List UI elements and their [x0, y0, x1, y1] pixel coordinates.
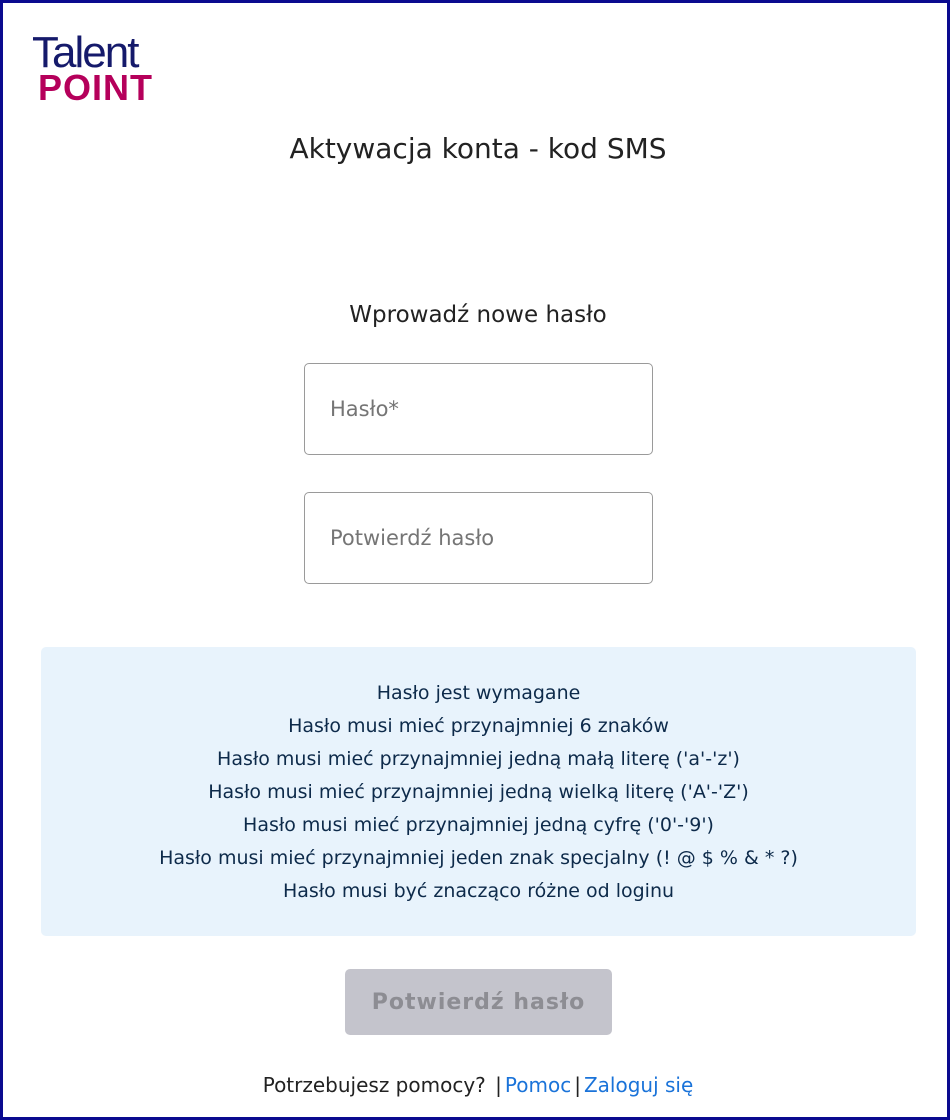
- login-link[interactable]: Zaloguj się: [583, 1073, 694, 1097]
- password-field: [304, 363, 653, 455]
- password-requirements-box: [41, 647, 916, 936]
- requirement-item: Hasło musi mieć przynajmniej jedną małą literę ('a'-'z'): [217, 748, 740, 770]
- footer-help: [3, 1069, 950, 1101]
- confirm-password-input[interactable]: [305, 493, 652, 583]
- requirement-item: Hasło jest wymagane: [376, 682, 581, 704]
- page-title: Aktywacja konta - kod SMS: [289, 132, 667, 165]
- page-subtitle: Wprowadź nowe hasło: [349, 302, 607, 328]
- help-question: Potrzebujesz pomocy?: [262, 1073, 486, 1097]
- help-link[interactable]: Pomoc: [504, 1073, 572, 1097]
- talent-point-logo: [32, 28, 172, 108]
- requirement-item: Hasło musi mieć przynajmniej jedną cyfrę ('0'-'9'): [243, 814, 714, 836]
- logo-text-talent: Talent: [32, 28, 138, 77]
- logo-text-point: POINT: [38, 67, 154, 108]
- footer-separator: |: [495, 1073, 502, 1097]
- confirm-password-button[interactable]: Potwierdź hasło: [345, 969, 612, 1035]
- password-input[interactable]: [305, 364, 652, 454]
- confirm-password-field: [304, 492, 653, 584]
- requirement-item: Hasło musi być znacząco różne od loginu: [282, 880, 675, 902]
- footer-separator: |: [574, 1073, 581, 1097]
- requirement-item: Hasło musi mieć przynajmniej jeden znak specjalny (! @ $ % & * ?): [159, 847, 798, 869]
- requirement-item: Hasło musi mieć przynajmniej 6 znaków: [288, 715, 669, 737]
- requirement-item: Hasło musi mieć przynajmniej jedną wielką literę ('A'-'Z'): [208, 781, 749, 803]
